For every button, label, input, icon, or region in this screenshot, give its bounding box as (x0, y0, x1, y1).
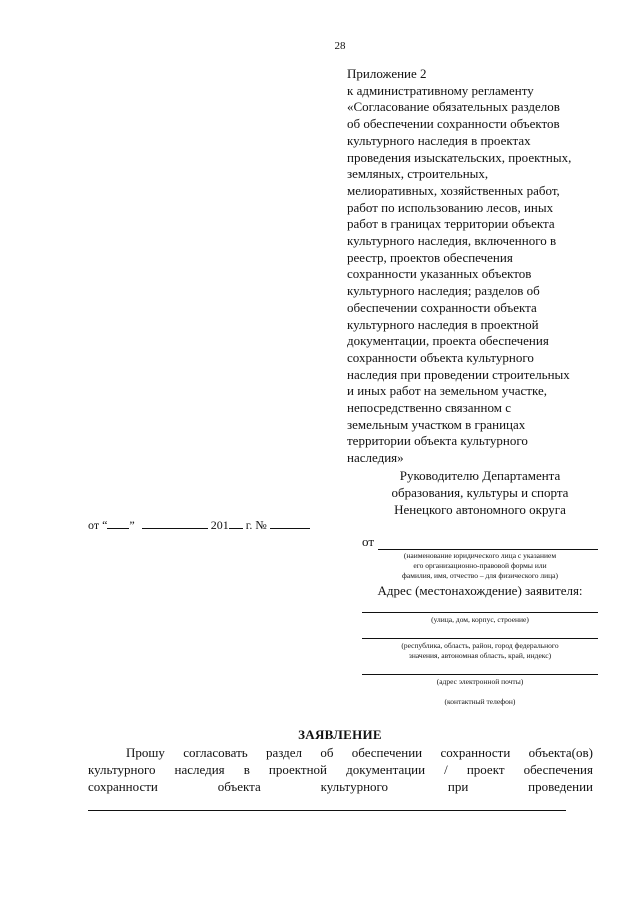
recipient-line: Руководителю Департамента (399, 468, 561, 483)
appendix-line: сохранности объекта культурного (347, 349, 534, 365)
appendix-line: культурного наследия в проектах (347, 132, 531, 148)
appendix-line: «Согласование обязательных разделов (347, 99, 560, 115)
statement-word: / (444, 762, 448, 777)
appendix-line: работ в границах территории объекта (347, 216, 555, 232)
appendix-line: земляных, строительных, (347, 166, 489, 182)
statement-word: обеспечения (523, 762, 593, 777)
year-blank (229, 516, 243, 529)
address-title: Адрес (местонахождение) заявителя: (377, 583, 583, 598)
statement-word: документации (346, 762, 426, 777)
appendix-line: работ по использованию лесов, иных (347, 199, 554, 215)
appendix-line: наследия при проведении строительных (347, 366, 570, 382)
caption-line: (наименование юридического лица с указанием (403, 551, 557, 560)
applicant-block (362, 534, 598, 707)
statement-word: проектной (268, 762, 328, 777)
statement-line (88, 778, 593, 795)
statement-word: наследия (174, 762, 225, 777)
appendix-line: земельным участком в границах (347, 416, 526, 432)
appendix-line: к административному регламенту (347, 82, 534, 98)
appendix-line: документации, проекта обеспечения (347, 333, 549, 349)
statement-word: культурного (88, 762, 156, 777)
statement-line (88, 761, 593, 778)
statement-word: раздел (265, 745, 303, 760)
applicant-name-caption (362, 551, 598, 581)
statement-word: при (447, 779, 469, 794)
recipient-line: Ненецкого автономного округа (394, 502, 566, 517)
statement-title: ЗАЯВЛЕНИЕ (298, 727, 382, 742)
statement-word: об (320, 745, 334, 760)
date-quote-close: ” (129, 518, 135, 532)
appendix-line: территории объекта культурного (347, 433, 528, 449)
statement-word: согласовать (183, 745, 248, 760)
statement-word: объекта (217, 779, 261, 794)
statement-word: сохранности (440, 745, 511, 760)
appendix-line: культурного наследия в проектной (347, 316, 539, 332)
date-year: 201 (210, 518, 229, 532)
caption-line: значения, автономная область, край, индекс) (408, 651, 552, 660)
day-blank (107, 516, 129, 529)
phone-caption: (контактный телефон) (444, 697, 516, 706)
street-caption: (улица, дом, корпус, строение) (431, 615, 529, 624)
appendix-line: сохранности указанных объектов (347, 266, 532, 282)
statement-line (88, 744, 593, 761)
applicant-name-line (378, 537, 598, 550)
email-caption: (адрес электронной почты) (436, 677, 524, 686)
statement-word: обеспечении (351, 745, 423, 760)
region-caption (362, 641, 598, 661)
statement-word: сохранности (88, 779, 158, 794)
street-line (362, 612, 598, 613)
statement-word: проведении (528, 779, 593, 794)
appendix-line: Приложение 2 (347, 66, 427, 81)
caption-line: его организационно-правовой формы или (413, 561, 547, 570)
statement-word: в (243, 762, 250, 777)
caption-line: (республика, область, район, город федерального (401, 641, 559, 650)
appendix-line: наследия» (347, 450, 404, 466)
page-number: 28 (334, 40, 346, 52)
appendix-line: культурного наследия, включенного в (347, 233, 557, 249)
appendix-line: культурного наследия; разделов об (347, 283, 540, 299)
appendix-line: проведения изыскательских, проектных, (347, 149, 572, 165)
appendix-line: об обеспечении сохранности объектов (347, 116, 560, 132)
date-number-line (88, 516, 310, 533)
appendix-header (347, 66, 597, 467)
number-blank (270, 516, 310, 529)
from-label: от (362, 534, 375, 549)
date-number-label: г. № (245, 518, 267, 532)
statement-word: Прошу (126, 745, 165, 760)
statement-word: объекта(ов) (528, 745, 593, 760)
recipient-block (360, 467, 600, 518)
appendix-line: мелиоративных, хозяйственных работ, (347, 182, 560, 198)
month-blank (142, 516, 208, 529)
appendix-line: реестр, проектов обеспечения (347, 249, 513, 265)
date-prefix: от “ (88, 518, 108, 532)
statement-body (88, 744, 593, 795)
appendix-line: обеспечении сохранности объекта (347, 299, 537, 315)
email-line (362, 674, 598, 675)
applicant-from-row (362, 534, 598, 550)
recipient-line: образования, культуры и спорта (391, 485, 569, 500)
appendix-line: и иных работ на земельном участке, (347, 383, 548, 399)
region-line (362, 638, 598, 639)
statement-word: проект (466, 762, 505, 777)
appendix-line: непосредственно связанном с (347, 400, 511, 416)
caption-line: фамилия, имя, отчество – для физического лица) (402, 571, 558, 580)
statement-word: культурного (320, 779, 389, 794)
statement-fill-line (88, 810, 566, 811)
